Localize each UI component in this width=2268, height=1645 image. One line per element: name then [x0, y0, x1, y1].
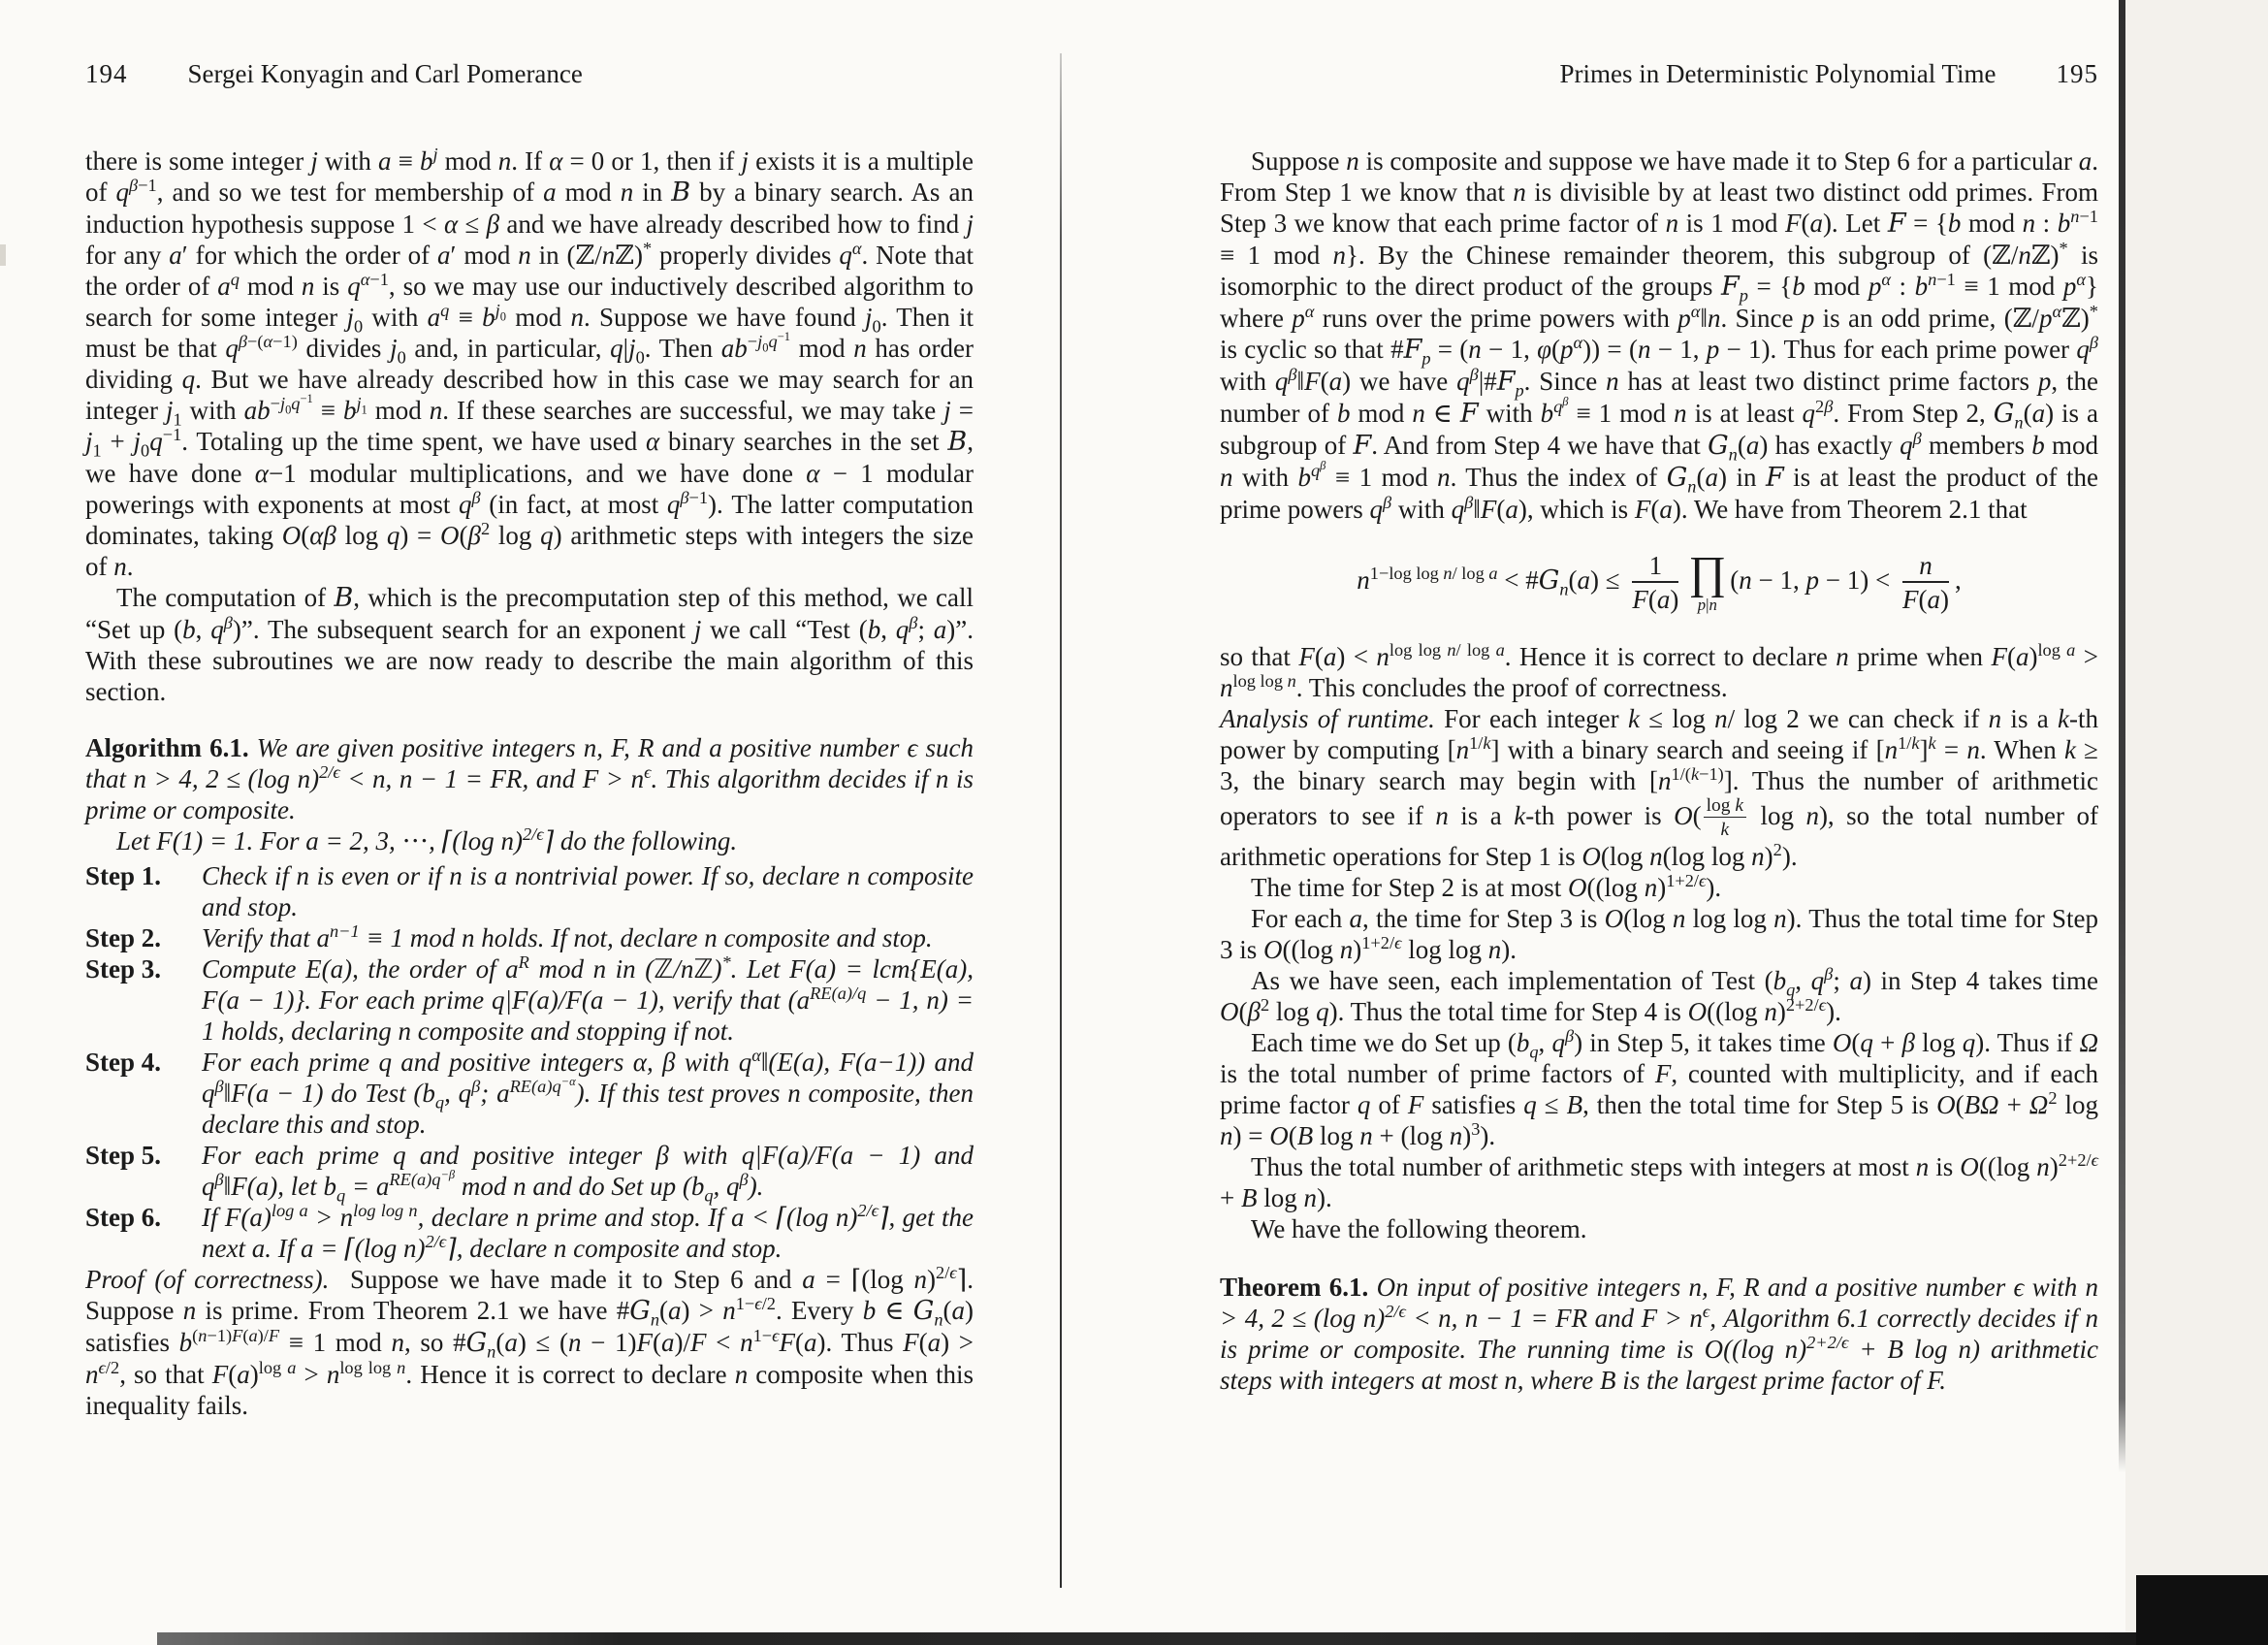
algorithm-step-6 — [85, 1202, 974, 1264]
step-label: Step 4. — [85, 1048, 162, 1077]
step-body: Verify that $a^{n-1} \equiv 1$ mod n holds. If not, declare n composite and stop. — [202, 921, 933, 952]
analysis-of-runtime — [1220, 703, 2098, 872]
right-running-header — [1220, 58, 2098, 89]
page-194 — [85, 58, 974, 1421]
theorem-body: On input of positive integers n, F, R and a positive number ϵ with n > 4, 2 ≤ (log n)$^{2/\epsilon}$ < n, n − 1 = FR and $F > n^\epsilon$, Algorithm 6.1 correctly decides if n is prime or composite. The running time is O((log n)$^{2+2/\epsilon}$ + B log n) arithmetic steps with integers at most n, where B is the largest prime factor of F. — [1220, 1272, 2099, 1395]
runtime-step3: For each a, the time for Step 3 is O(log n log log n). Thus the total time for Step 3 is O((log n)$^{1+2/\epsilon}$ log log n). — [1220, 903, 2098, 964]
page-195 — [1220, 58, 2098, 1396]
algorithm-let-line: Let F(1) = 1. For a = 2, 3, ⋅⋅⋅, ⌈(log n)$^{2/\epsilon}$⌉ do the following. — [116, 824, 738, 855]
step-body: For each prime q and positive integers α, β with $q^\alpha‖(E(a)$, F(a−1)) and $q^\beta‖F(a - 1)$ do Test ($b_q$, $q^\beta$; $a^{RE(a)q^{-\alpha}}$). If this test proves n composite, then declare this and stop. — [202, 1046, 974, 1139]
step-label: Step 2. — [85, 923, 162, 952]
algorithm-step-2 — [85, 922, 974, 953]
page-edge-zone — [2125, 0, 2268, 1645]
step-label: Step 3. — [85, 954, 162, 984]
paragraph-continuation: there is some integer j with $a \equiv b^j$ mod n. If α = 0 or 1, then if j exists it is a multiple of $q^{\beta-1}$, and so we test for membership of a mod n in B by a binary search. As an induction hypothesis suppose 1 < α ≤ β and we have already described how to find j for any a′ for which the order of a′ mod n in (ℤ/nℤ)* properly divides $q^\alpha$. Note that the order of $a^q$ mod n is $q^{\alpha-1}$, so we may use our inductively described algorithm to search for some integer $j_0$ with $a^q \equiv b^{j_0}$ mod n. Suppose we have found $j_0$. Then it must be that $q^{\beta-(\alpha-1)}$ divides $j_0$ and, in particular, $q|j_0$. Then $ab^{-j_0q^{-1}}$ mod n has order dividing q. But we have already described how in this case we may search for an integer $j_1$ with $ab^{-j_0q^{-1}} \equiv b^{j_1}$ mod n. If these searches are successful, we may take $j = j_1 + j_0q^{-1}$. Totaling up the time spent, we have used α binary searches in the set B, we have done α−1 modular multiplications, and we have done α − 1 modular powerings with exponents at most $q^\beta$ (in fact, at most $q^{\beta-1}$). The latter computation dominates, taking O(αβ $\log q) = O(\beta^2$ log q) arithmetic steps with integers the size of n. — [85, 145, 974, 581]
left-running-header — [85, 58, 974, 89]
theorem-6-1 — [1220, 1272, 2098, 1396]
algorithm-step-4 — [85, 1047, 974, 1140]
step-body: For each prime q and positive integer β with q|F(a)/F(a − 1) and $q^\beta‖F(a)$, let $b_q = a^{RE(a)q^{-\beta}}$ mod n and do Set up ($b_q$, $q^\beta$). — [202, 1141, 974, 1206]
algorithm-step-5 — [85, 1140, 974, 1206]
paragraph-setup-test: The computation of B, which is the precomputation step of this method, we call “Set up (b, $q^\beta$)”. The subsequent search for an exponent j we call “Test (b, $q^\beta$; a)”. With these subroutines we are now ready to describe the main algorithm of this section. — [85, 583, 974, 706]
theorem-label: Theorem 6.1. — [1220, 1272, 1369, 1302]
step-label: Step 6. — [85, 1203, 162, 1232]
runtime-total: Thus the total number of arithmetic steps with integers at most n is O((log n)$^{2+2/\epsilon}$ + B log n). — [1220, 1149, 2099, 1212]
algorithm-steps — [85, 860, 974, 1264]
display-equation — [1220, 548, 2098, 615]
scan-bottom-band — [157, 1632, 2268, 1645]
runtime-step5: Each time we do Set up ($b_q$, $q^\beta$) in Step 5, it takes time O(q + β log q). Thus if Ω is the total number of prime factors of F, counted with multiplicity, and if each prime factor q of F satisfies q ≤ B, then the total time for Step 5 is $O(B\Omega + \Omega^2$ log n) = O(B log n + (log n)$^3$). — [1220, 1025, 2098, 1150]
paragraph-composite-case: Suppose n is composite and suppose we have made it to Step 6 for a particular a. From Step 1 we know that n is divisible by at least two distinct odd primes. From Step 3 we know that each prime factor of n is 1 mod F(a). Let F = {b mod n : $b^{n-1} \equiv 1$ mod n}. By the Chinese remainder theorem, this subgroup of (ℤ/nℤ)* is isomorphic to the direct product of the groups $F_p = \{b$ mod $p^\alpha$ : $b^{n-1} \equiv 1$ mod $p^\alpha$} where $p^\alpha$ runs over the prime powers with $p^\alpha‖n$. Since p is an odd prime, $(ℤ/p^\alpha ℤ)^*$ is cyclic so that $\#F_p = (n - 1$, $\varphi(p^\alpha)) = (n - 1$, p − 1). Thus for each prime power $q^\beta$ with $q^\beta‖F(a)$ we have $q^\beta|\#F_p$. Since n has at least two distinct prime factors p, the number of b mod n ∈ F with $b^{q^\beta} \equiv 1$ mod n is at least $q^{2\beta}$. From Step 2, $G_n(a)$ is a subgroup of F. And from Step 4 we have that $G_n(a)$ has exactly $q^\beta$ members b mod n with $b^{q^\beta} \equiv 1$ mod n. Thus the index of $G_n(a)$ in F is at least the product of the prime powers $q^\beta$ with $q^\beta‖F(a)$, which is F(a). We have from Theorem 2.1 that — [1220, 146, 2099, 524]
scan-corner-shadow — [2136, 1575, 2268, 1645]
right-running-head: Primes in Deterministic Polynomial Time — [1559, 59, 1996, 88]
algorithm-6-1 — [85, 732, 974, 1264]
equation-content: $n^{1-log log n/ log a}$ < $\#G_n(a)$ ≤ $\frac{1}{F(a)}$ ∏ p|n (n − 1, p − 1) < $\frac{n}{F(a)}$ , — [1357, 548, 1962, 615]
step-label: Step 5. — [85, 1141, 162, 1170]
scan-edge-mark — [0, 244, 6, 266]
left-page-number: 194 — [85, 59, 128, 88]
step-label: Step 1. — [85, 861, 162, 890]
runtime-step2: The time for Step 2 is at most O((log n)$^{1+2/\epsilon}$). — [1251, 870, 1722, 902]
left-running-head: Sergei Konyagin and Carl Pomerance — [187, 59, 583, 88]
step-body: Compute E(a), the order of $a^R$ mod n in (ℤ/nℤ)*. Let F(a) = lcm{E(a), F(a − 1)}. For each prime q|F(a)/F(a − 1), verify that ($a^{RE(a)/q} - 1$, n) = 1 holds, declaring n composite and stopping if not. — [202, 952, 974, 1046]
step-body: If $F(a)^{log a} > n^{log log n}$, declare n prime and stop. If a < ⌈(log n)$^{2/\epsilon}$⌉, get the next a. If a = ⌈(log n)$^{2/\epsilon}$⌉, declare n composite and stop. — [202, 1201, 974, 1263]
algorithm-step-3 — [85, 953, 974, 1047]
algorithm-intro — [85, 732, 974, 825]
step-body: Check if n is even or if n is a nontrivial power. If so, declare n composite and stop. — [202, 861, 974, 921]
paragraph-so-that: so that $F(a) < n^{log log n/ log a}$. Hence it is correct to declare n prime when $F(a)^{log a} > n^{log log n}$. This concludes the proof of correctness. — [1220, 639, 2098, 702]
page-edge-line — [2119, 0, 2125, 1472]
algorithm-step-1 — [85, 860, 974, 922]
analysis-label: Analysis of runtime. — [1220, 703, 1435, 733]
proof-of-correctness: Proof (of correctness). Suppose we have made it to Step 6 and a = ⌈(log n)$^{2/\epsilon}$⌉. Suppose n is prime. From Theorem 2.1 we have $\#G_n(a) > n^{1-\epsilon/2}$. Every b ∈ $G_n(a)$ satisfies $b^{(n-1)F(a)/F} \equiv 1$ mod n, so $\#G_n(a) \le (n - 1)F(a)/F < n^{1-\epsilon}F(a)$. Thus $F(a) > n^{\epsilon/2}$, so that $F(a)^{log a} > n^{log log n}$. Hence it is correct to declare n composite when this inequality fails. — [85, 1263, 974, 1420]
book-gutter-line — [1060, 53, 1062, 1588]
theorem-intro: We have the following theorem. — [1251, 1213, 1587, 1243]
algorithm-label: Algorithm 6.1. — [85, 733, 249, 762]
analysis-body: For each integer k ≤ log n/ log 2 we can check if n is a k-th power by computing $[n^{1/k}]$ with a binary search and seeing if $[n^{1/k}]^k = n$. When k ≥ 3, the binary search may begin with $[n^{1/(k-1)}]$. Thus the number of arithmetic operators to see if n is a k-th power is O( $\frac{\text{log k}}{k}$ log n), so the total number of arithmetic operations for Step 1 is O(log n(log log n)$^2$). — [1220, 703, 2099, 871]
runtime-step4: As we have seen, each implementation of Test ($b_q$, $q^\beta$; a) in Step 4 takes time $O(\beta^2$ log q). Thus the total time for Step 4 is O((log n)$^{2+2/\epsilon}$). — [1220, 963, 2098, 1026]
right-page-number: 195 — [2056, 59, 2098, 88]
algorithm-intro-text: We are given positive integers n, F, R and a positive number ϵ such that n > 4, 2 ≤ (log n)$^{2/\epsilon}$ < n, n − 1 = FR, and $F > n^\epsilon$. This algorithm decides if n is prime or composite. — [85, 733, 974, 824]
